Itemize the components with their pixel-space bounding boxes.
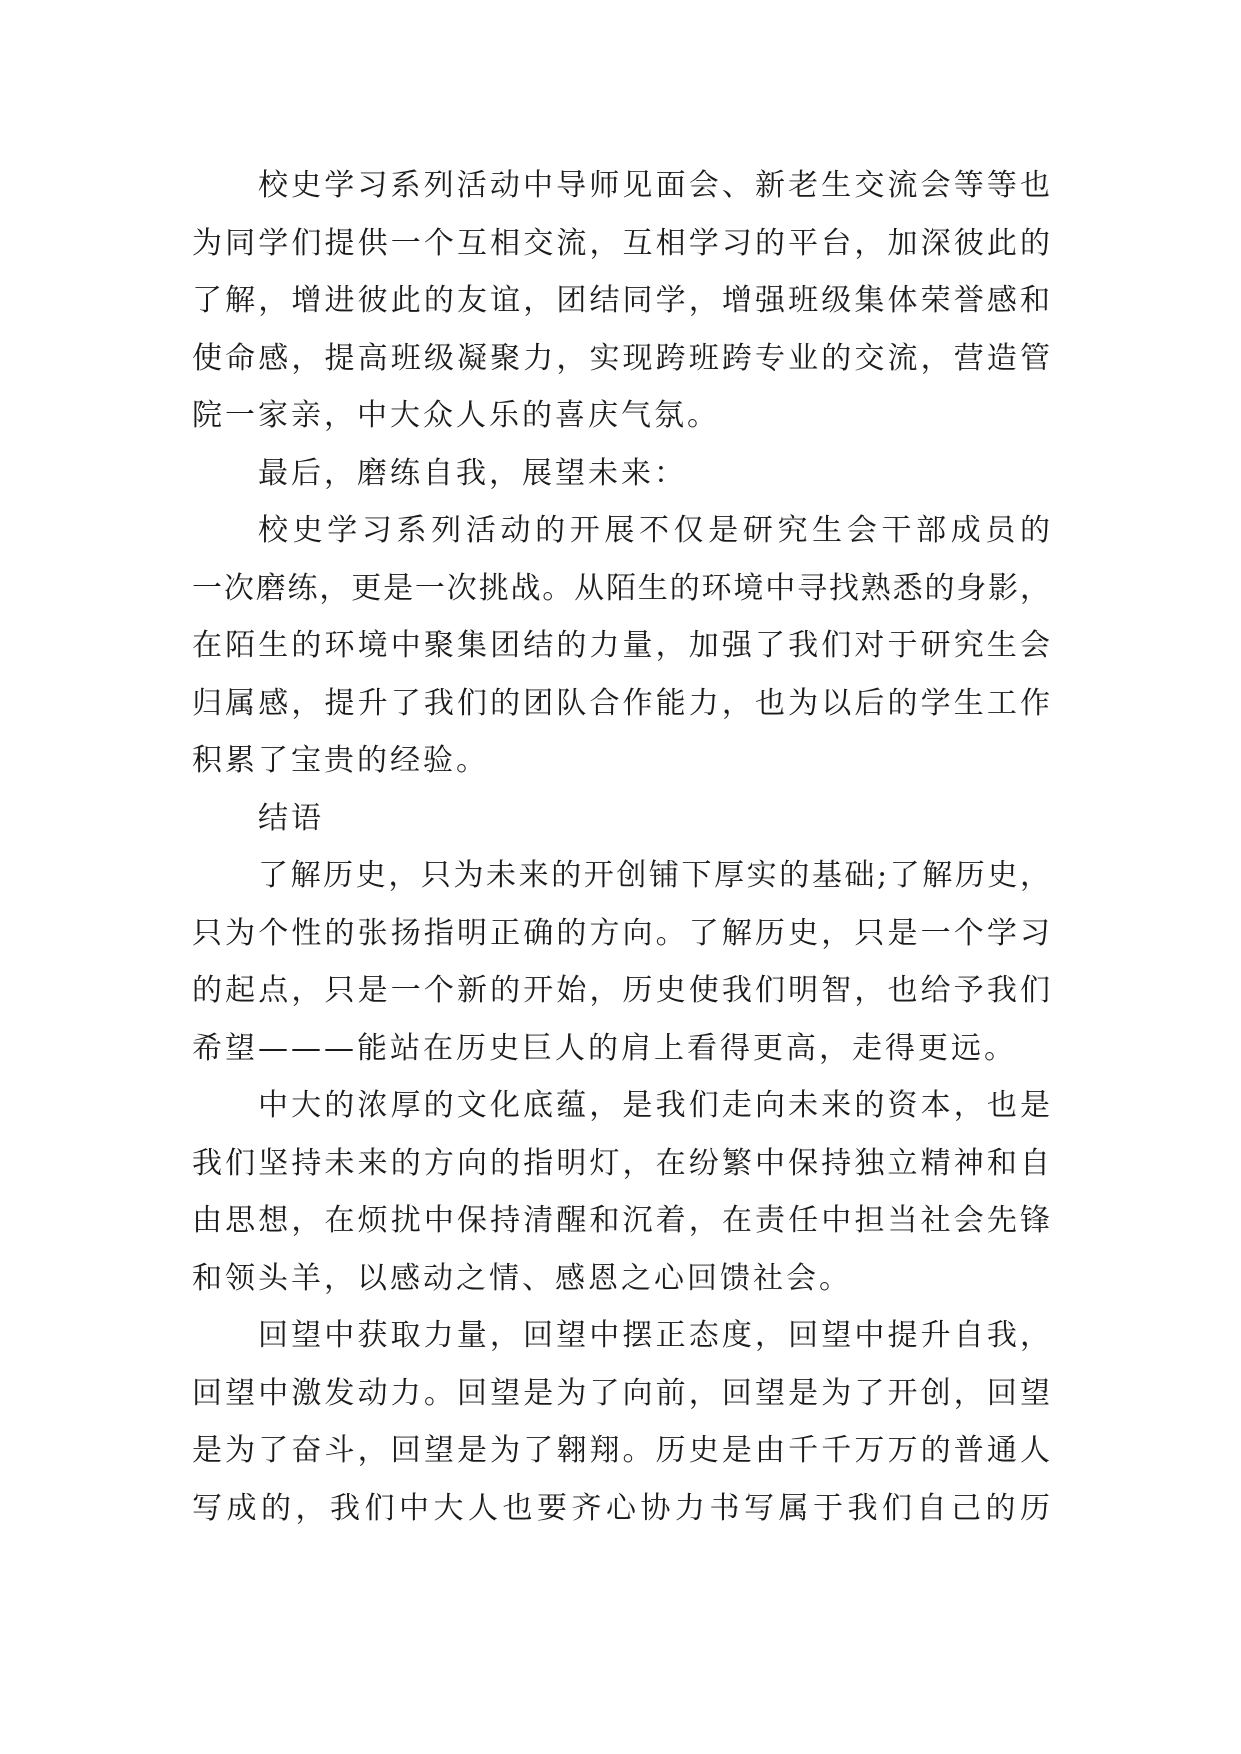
- paragraph: [192, 502, 1050, 790]
- text-line: 了解历史，只为未来的开创铺下厚实的基础;了解历史，: [258, 858, 1050, 893]
- section-heading: 结语: [258, 800, 324, 836]
- text-line: 是为了奋斗，回望是为了翱翔。历史是由千千万万的普通人: [192, 1433, 1050, 1468]
- paragraph: [192, 1307, 1050, 1537]
- paragraph: [192, 445, 1050, 503]
- paragraph: [192, 1077, 1050, 1307]
- text-line: 了解，增进彼此的友谊，团结同学，增强班级集体荣誉感和: [192, 283, 1050, 318]
- text-line: 归属感，提升了我们的团队合作能力，也为以后的学生工作: [192, 685, 1050, 721]
- text-line: 院一家亲，中大众人乐的喜庆气氛。: [192, 398, 720, 433]
- text-line: 校史学习系列活动中导师见面会、新老生交流会等等也: [258, 168, 1050, 203]
- text-line: 使命感，提高班级凝聚力，实现跨班跨专业的交流，营造管: [192, 340, 1050, 376]
- paragraph: [192, 847, 1050, 1077]
- text-line: 在陌生的环境中聚集团结的力量，加强了我们对于研究生会: [192, 628, 1050, 663]
- text-line: 只为个性的张扬指明正确的方向。了解历史，只是一个学习: [192, 915, 1050, 951]
- text-line: 中大的浓厚的文化底蕴，是我们走向未来的资本，也是: [258, 1088, 1050, 1123]
- text-line: 写成的，我们中大人也要齐心协力书写属于我们自己的历: [192, 1490, 1050, 1526]
- document-page: [192, 157, 1050, 1537]
- text-line: 希望———能站在历史巨人的肩上看得更高，走得更远。: [192, 1030, 1017, 1066]
- text-line: 为同学们提供一个互相交流，互相学习的平台，加深彼此的: [192, 225, 1050, 261]
- paragraph: [192, 790, 1050, 848]
- text-line: 由思想，在烦扰中保持清醒和沉着，在责任中担当社会先锋: [192, 1203, 1050, 1238]
- text-line: 校史学习系列活动的开展不仅是研究生会干部成员的: [258, 513, 1050, 548]
- text-line: 的起点，只是一个新的开始，历史使我们明智，也给予我们: [192, 973, 1050, 1008]
- text-line: 一次磨练，更是一次挑战。从陌生的环境中寻找熟悉的身影，: [192, 570, 1050, 606]
- text-line: 积累了宝贵的经验。: [192, 743, 489, 778]
- text-line: 回望中获取力量，回望中摆正态度，回望中提升自我，: [258, 1318, 1050, 1353]
- text-line: 我们坚持未来的方向的指明灯，在纷繁中保持独立精神和自: [192, 1145, 1050, 1181]
- text-line: 回望中激发动力。回望是为了向前，回望是为了开创，回望: [192, 1375, 1050, 1411]
- section-heading: 最后，磨练自我，展望未来：: [258, 455, 687, 491]
- paragraph: [192, 157, 1050, 445]
- text-line: 和领头羊，以感动之情、感恩之心回馈社会。: [192, 1260, 852, 1296]
